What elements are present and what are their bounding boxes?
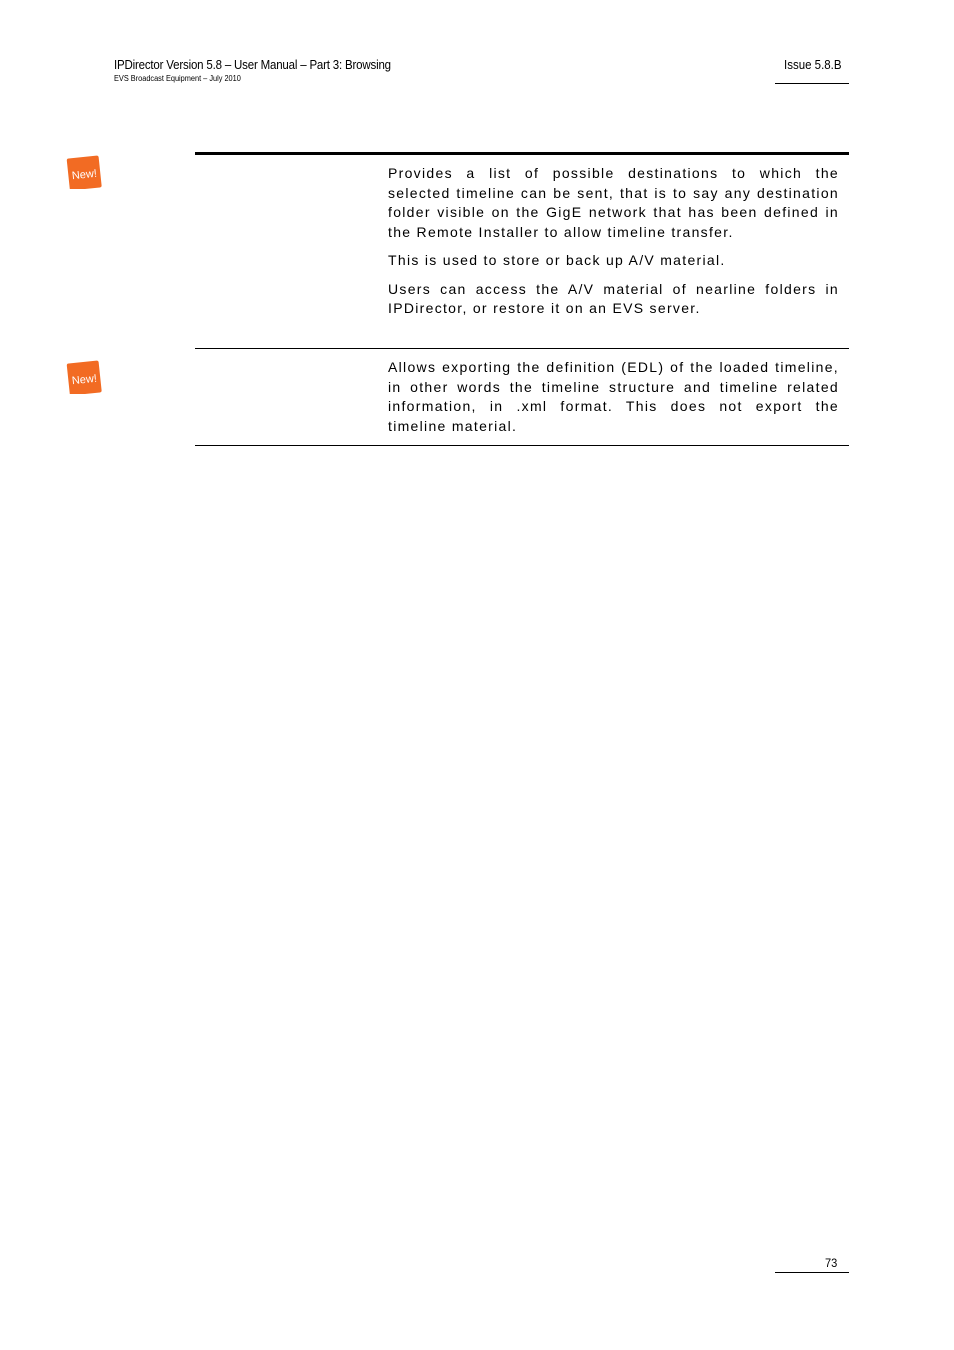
new-badge-label: New! [71,372,98,388]
footer-rule [775,1272,849,1273]
header-title: IPDirector Version 5.8 – User Manual – Part 3: Browsing [114,58,391,72]
header-subtitle: EVS Broadcast Equipment – July 2010 [114,74,241,83]
new-badge-icon [66,153,102,189]
page-number: 73 [825,1256,838,1270]
header-issue: Issue 5.8.B [784,58,842,72]
row-1-paragraph: Provides a list of possible destinations to which the selected timeline can be sent, that is to say any destination folder visible on the GigE network that has been defined in the Remote Installer to allow timeline transfer. [388,165,839,240]
table-top-rule [195,152,849,155]
new-badge-icon [66,358,102,394]
table-bottom-rule [195,445,849,446]
row-2-description [388,358,839,436]
new-badge-label: New! [71,167,98,183]
row-2-paragraph: Allows exporting the definition (EDL) of the loaded timeline, in other words the timeline structure and timeline related information, in .xml format. This does not export the timeline material. [388,359,839,434]
row-1-paragraph: This is used to store or back up A/V material. [388,252,726,268]
row-1-description [388,164,839,319]
row-1-paragraph: Users can access the A/V material of nearline folders in IPDirector, or restore it on an EVS server. [388,280,839,316]
header-rule [775,83,849,84]
row-divider [195,348,849,349]
